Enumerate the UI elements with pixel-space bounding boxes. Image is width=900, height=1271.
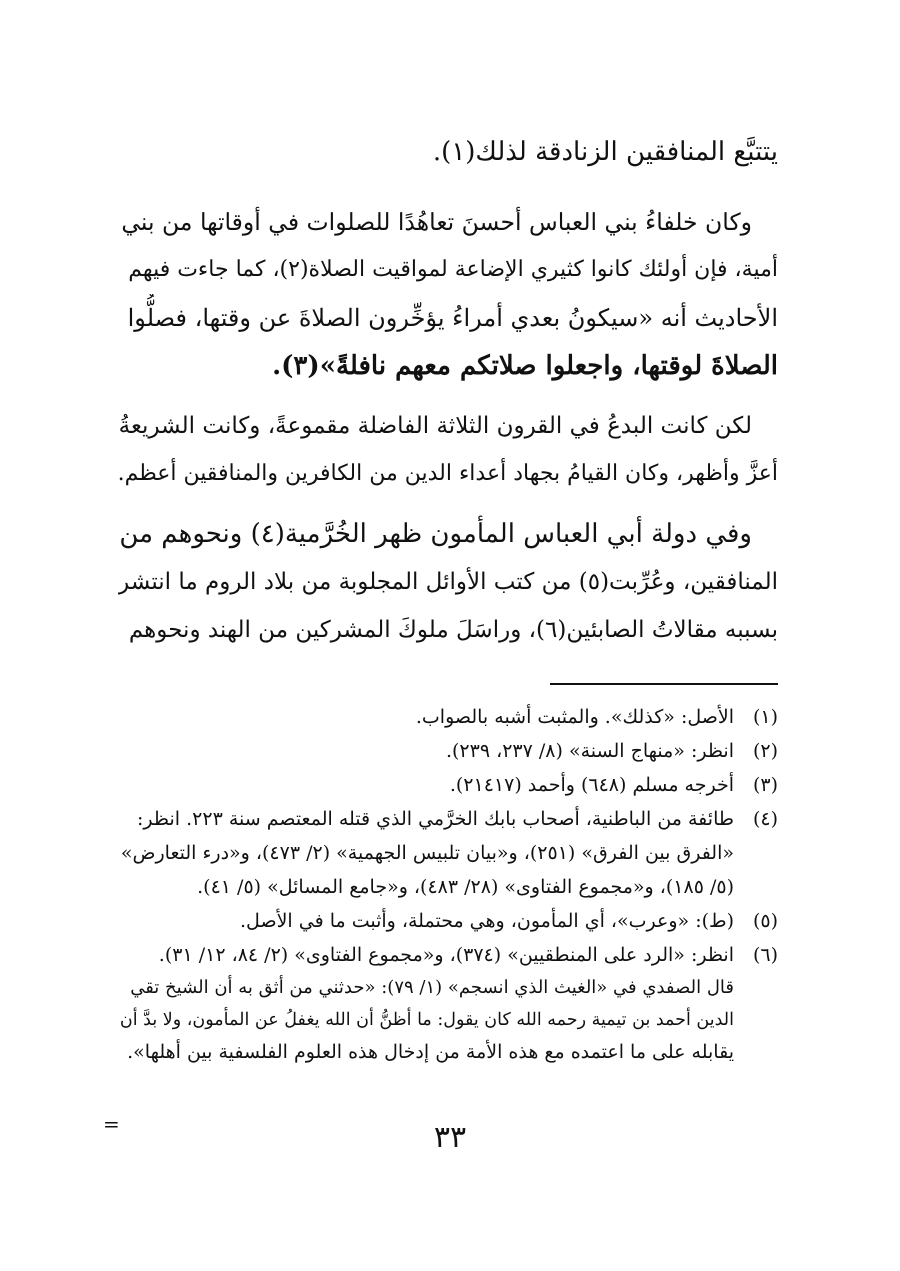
page-number: ٣٣ — [433, 1120, 467, 1155]
footnote-number: (١) — [752, 706, 778, 728]
footnote-text: طائفة من الباطنية، أصحاب بابك الخرَّمي الذي قتله المعتصم سنة ٢٢٣. انظر: — [137, 808, 734, 830]
text-line: أمية، فإن أولئك كانوا كثيري الإضاعة لمواقيت الصلاة(٢)، كما جاءت فيهم — [128, 257, 778, 282]
footnote-text: (ط): «وعرب»، أي المأمون، وهي محتملة، وأثبت ما في الأصل. — [240, 910, 734, 932]
footnote-separator — [550, 683, 778, 685]
paragraph-3 — [118, 402, 778, 498]
footnote-number: (٤) — [752, 808, 778, 830]
footnote-number: (٣) — [752, 774, 778, 796]
footnote-6 — [118, 938, 778, 972]
footnote-number: (٦) — [752, 944, 778, 966]
footnote-text: انظر: «منهاج السنة» (٨/ ٢٣٧، ٢٣٩). — [445, 740, 734, 762]
footnote-text: «الفرق بين الفرق» (٢٥١)، و«بيان تلبيس الجهمية» (٢/ ٤٧٣)، و«درء التعارض» — [120, 842, 734, 864]
text-line: لكن كانت البدعُ في القرون الثلاثة الفاضلة مقموعةً، وكانت الشريعةُ — [118, 413, 752, 439]
text-line: المنافقين، وعُرِّبت(٥) من كتب الأوائل المجلوبة من بلاد الروم ما انتشر — [118, 569, 778, 595]
text-line: بسببه مقالاتُ الصابئين(٦)، وراسَلَ ملوكَ المشركين من الهند ونحوهم — [128, 617, 778, 643]
footnotes — [118, 700, 778, 1068]
text-line: أعزَّ وأظهر، وكان القيامُ بجهاد أعداء الدين من الكافرين والمنافقين أعظم. — [118, 461, 778, 486]
footnote-4 — [118, 802, 778, 904]
paragraph-2 — [118, 198, 778, 390]
quote-line: الدين أحمد بن تيمية رحمه الله كان يقول: ما أظنُّ أن الله يغفلُ عن المأمون، ولا بدَّ أن — [119, 1010, 734, 1030]
hadith-text-line: الصلاةَ لوقتها، واجعلوا صلاتكم معهم نافلةً»(٣). — [272, 351, 778, 381]
text-line: يتتبَّع المنافقين الزنادقة لذلك(١). — [432, 137, 778, 167]
footnote-number: (٢) — [752, 740, 778, 762]
footnote-6-quote — [118, 972, 778, 1068]
quote-line: يقابله على ما اعتمده مع هذه الأمة من إدخال هذه العلوم الفلسفية بين أهلها». — [127, 1041, 734, 1063]
text-line: وكان خلفاءُ بني العباس أحسنَ تعاهُدًا للصلوات في أوقاتها من بني — [121, 208, 752, 236]
paragraph-4 — [118, 510, 778, 654]
continuation-mark: = — [103, 1112, 120, 1136]
paragraph-1 — [118, 128, 778, 176]
quote-line: قال الصفدي في «الغيث الذي انسجم» (١/ ٧٩): «حدثني من أثق به أن الشيخ تقي — [130, 977, 734, 998]
text-line: وفي دولة أبي العباس المأمون ظهر الخُرَّمية(٤) ونحوهم من — [119, 519, 752, 549]
footnote-2 — [118, 734, 778, 768]
footnote-1 — [118, 700, 778, 734]
main-text — [118, 128, 778, 666]
footnote-5 — [118, 904, 778, 938]
text-line: الأحاديث أنه «سيكونُ بعدي أمراءُ يؤخِّرون الصلاةَ عن وقتها، فصلُّوا — [127, 304, 778, 332]
footnote-text: الأصل: «كذلك». والمثبت أشبه بالصواب. — [415, 706, 734, 728]
footnote-text: أخرجه مسلم (٦٤٨) وأحمد (٢١٤١٧). — [449, 774, 734, 796]
footnote-text: (٥/ ١٨٥)، و«مجموع الفتاوى» (٢٨/ ٤٨٣)، و«جامع المسائل» (٥/ ٤١). — [197, 876, 734, 898]
footnote-text: انظر: «الرد على المنطقيين» (٣٧٤)، و«مجموع الفتاوى» (٢/ ٨٤، ١٢/ ٣١). — [158, 944, 734, 966]
footnote-3 — [118, 768, 778, 802]
footnote-number: (٥) — [752, 910, 778, 932]
